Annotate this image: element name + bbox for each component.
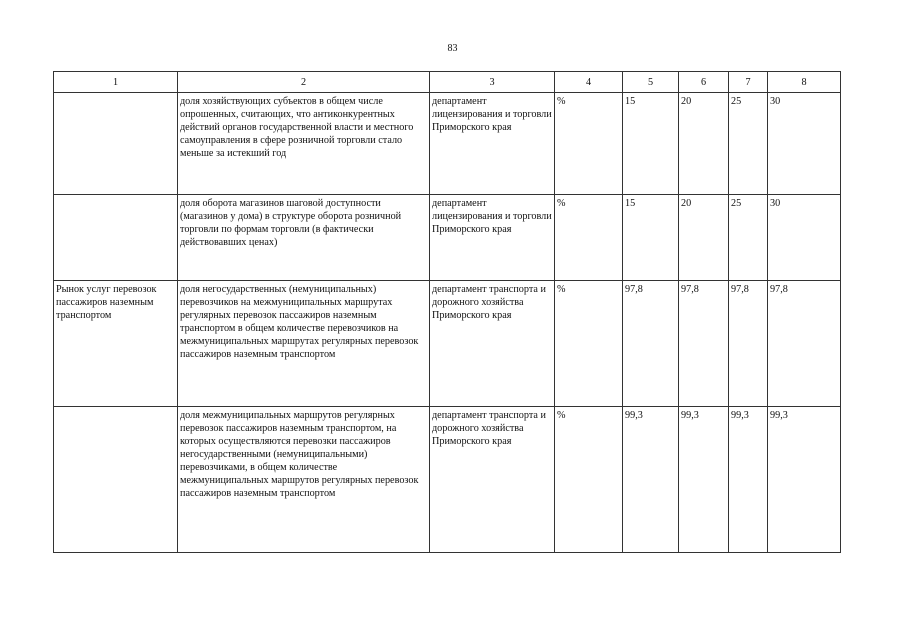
value-cell-8: 30 <box>768 195 841 281</box>
unit-cell: % <box>555 93 623 195</box>
indicator-cell: доля хозяйствующих субъектов в общем числе опрошенных, считающих, что антиконкурентных действий органов государственной власти и местного самоуправления в сфере розничной торговли стало меньше за истекший год <box>178 93 430 195</box>
market-cell <box>54 195 178 281</box>
unit-cell: % <box>555 407 623 553</box>
indicators-table <box>53 71 841 553</box>
value-cell-6: 97,8 <box>679 281 729 407</box>
table-row <box>54 93 841 195</box>
col-header-7: 7 <box>729 72 768 93</box>
value-cell-7: 97,8 <box>729 281 768 407</box>
department-cell: департамент транспорта и дорожного хозяйства Приморского края <box>430 281 555 407</box>
market-cell: Рынок услуг перевозок пассажиров наземным транспортом <box>54 281 178 407</box>
market-cell <box>54 407 178 553</box>
value-cell-5: 97,8 <box>623 281 679 407</box>
table-row <box>54 195 841 281</box>
header-row <box>54 72 841 93</box>
value-cell-7: 25 <box>729 195 768 281</box>
col-header-1: 1 <box>54 72 178 93</box>
col-header-2: 2 <box>178 72 430 93</box>
table-row <box>54 281 841 407</box>
value-cell-8: 97,8 <box>768 281 841 407</box>
value-cell-8: 30 <box>768 93 841 195</box>
indicator-cell: доля негосударственных (немуниципальных) перевозчиков на межмуниципальных маршрутах регулярных перевозок пассажиров наземным транспортом в общем количестве перевозчиков на межмуниципальных маршрутах регулярных перевозок пассажиров наземным транспортом <box>178 281 430 407</box>
col-header-6: 6 <box>679 72 729 93</box>
department-cell: департамент лицензирования и торговли Приморского края <box>430 93 555 195</box>
indicator-cell: доля оборота магазинов шаговой доступности (магазинов у дома) в структуре оборота розничной торговли по формам торговли (в фактически действовавших ценах) <box>178 195 430 281</box>
market-cell <box>54 93 178 195</box>
value-cell-7: 25 <box>729 93 768 195</box>
value-cell-5: 99,3 <box>623 407 679 553</box>
col-header-3: 3 <box>430 72 555 93</box>
value-cell-5: 15 <box>623 93 679 195</box>
col-header-4: 4 <box>555 72 623 93</box>
value-cell-5: 15 <box>623 195 679 281</box>
page-number: 83 <box>447 43 458 54</box>
indicator-cell: доля межмуниципальных маршрутов регулярных перевозок пассажиров наземным транспортом, на которых осуществляются перевозки пассажиров негосударственными (немуниципальными) перевозчиками, в общем количестве межмуниципальных маршрутов регулярных перевозок пассажиров наземным транспортом <box>178 407 430 553</box>
table-row <box>54 407 841 553</box>
department-cell: департамент лицензирования и торговли Приморского края <box>430 195 555 281</box>
unit-cell: % <box>555 195 623 281</box>
value-cell-6: 20 <box>679 93 729 195</box>
value-cell-8: 99,3 <box>768 407 841 553</box>
value-cell-6: 99,3 <box>679 407 729 553</box>
unit-cell: % <box>555 281 623 407</box>
department-cell: департамент транспорта и дорожного хозяйства Приморского края <box>430 407 555 553</box>
value-cell-7: 99,3 <box>729 407 768 553</box>
col-header-5: 5 <box>623 72 679 93</box>
value-cell-6: 20 <box>679 195 729 281</box>
col-header-8: 8 <box>768 72 841 93</box>
